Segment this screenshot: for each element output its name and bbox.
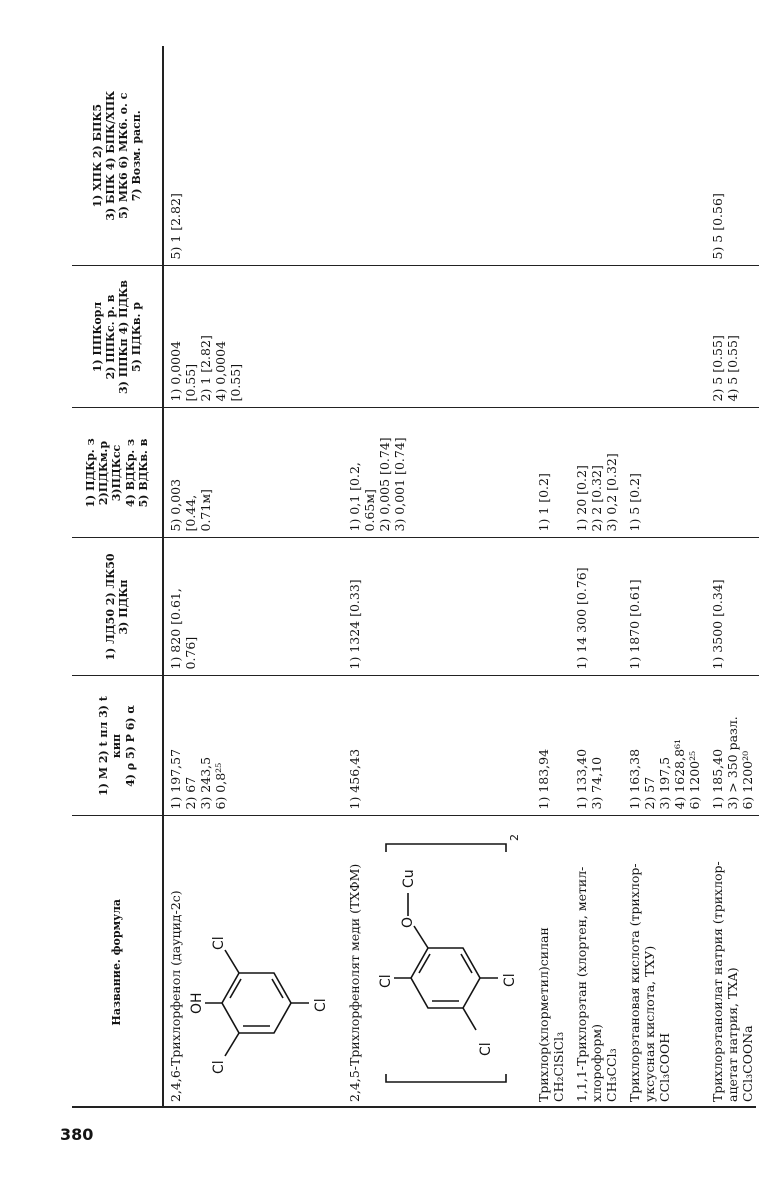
cell-pdk — [343, 408, 532, 538]
cell-line: 1) ЛД50 2) ЛК50 — [103, 553, 117, 661]
cell-name — [706, 816, 759, 1108]
structure-label: Cl — [313, 998, 329, 1012]
header-physical-properties — [72, 676, 163, 816]
cell-physical-properties — [532, 676, 570, 816]
chemical-data-table — [72, 46, 759, 1108]
cell-physical-properties — [163, 676, 343, 816]
cell-pdk — [570, 408, 623, 538]
header-pdk — [72, 408, 163, 538]
cell-line: 5) ВДКв. в — [136, 438, 150, 508]
cell-line: 2) 2 [0.32] — [589, 465, 604, 532]
cell-line: 6) 1200²⁵ — [687, 750, 702, 810]
cell-line: 1) ХПК 2) БПК5 — [90, 103, 104, 208]
cell-line: 6) 1200²⁰ — [740, 750, 755, 810]
cell-line: 4) 1628,8⁶¹ — [672, 738, 687, 810]
cell-line: 0.76] — [183, 636, 198, 670]
cell-line: 1) M 2) t пл 3) t кип — [97, 696, 124, 796]
cell-line: 1) ППКорл — [90, 301, 104, 373]
chemical-formula: CCl₃COOH — [657, 1032, 672, 1102]
cell-line: 5) МК6 6) МК6. о. с — [117, 92, 130, 219]
cell-classification — [570, 46, 623, 266]
cell-name — [570, 816, 623, 1108]
page-number: 380 — [60, 1125, 94, 1144]
structure-label: Cl — [502, 973, 518, 987]
cell-line: 2,4,6-Трихлорфенол (дауцид-2с) — [168, 890, 183, 1102]
cell-ppk — [163, 266, 343, 408]
header-ppk — [72, 266, 163, 408]
cell-line: 0.71м] — [198, 489, 213, 532]
cell-pdk — [623, 408, 706, 538]
cell-toxicity — [532, 538, 570, 676]
table-row — [532, 46, 570, 1108]
structure-label: OH — [189, 992, 205, 1014]
cell-line: 4) ВДКр. з — [123, 438, 137, 508]
cell-line: Трихлорэтаноилат натрия (трихлор- — [710, 861, 725, 1102]
cell-line: Трихлор(хлорметил)силан — [536, 927, 551, 1102]
cell-line: 5) 1 [2.82] — [168, 193, 183, 260]
cell-line: 2) ППКс. р. в — [103, 294, 117, 380]
cell-name — [163, 816, 343, 1108]
cell-ppk — [343, 266, 532, 408]
structure-label: Cl — [378, 974, 394, 988]
structure-label: Cl — [211, 1060, 227, 1074]
cell-ppk — [532, 266, 570, 408]
cell-line: Трихлорэтановая кислота (трихлор- — [627, 863, 642, 1102]
rotated-table-container — [72, 46, 756, 1108]
cell-pdk — [163, 408, 343, 538]
cell-physical-properties — [623, 676, 706, 816]
structure-label: Cu — [401, 869, 417, 888]
cell-line: 1) 0,0004 — [168, 340, 183, 402]
cell-line: уксусная кислота, ТХУ) — [642, 945, 657, 1102]
cell-physical-properties — [343, 676, 532, 816]
cell-line: 2) 1 [2.82] — [198, 335, 213, 402]
cell-classification — [623, 46, 706, 266]
table-row — [163, 46, 343, 1108]
cell-line: 1) 20 [0.2] — [574, 465, 589, 532]
cell-line: 1) 1 [0.2] — [536, 473, 551, 532]
cell-line: 3) 74,10 — [589, 756, 604, 810]
cell-name — [343, 816, 532, 1108]
cell-line: 1) 185,40 — [710, 748, 725, 810]
cell-toxicity — [706, 538, 759, 676]
cell-line: 4) 5 [0.55] — [725, 335, 740, 402]
structure-label: Cl — [478, 1042, 494, 1056]
cell-line: 1) 197,57 — [168, 748, 183, 810]
cell-line: 3) 197,5 — [657, 756, 672, 810]
cell-line: 3) 243,5 — [198, 756, 213, 810]
copper-trichlorophenolate-structure — [366, 828, 526, 1088]
table-row — [343, 46, 532, 1108]
cell-line: 7) Возм. расп. — [130, 110, 144, 202]
chemical-formula: CH₂ClSiCl₃ — [551, 1031, 566, 1102]
cell-line: 1) 3500 [0.34] — [710, 579, 725, 670]
cell-toxicity — [163, 538, 343, 676]
header-classification — [72, 46, 163, 266]
cell-line: [0.44, — [183, 494, 198, 532]
cell-line: 5) ПДКв. р — [130, 302, 144, 372]
header-toxicity — [72, 538, 163, 676]
cell-line: 4) 0,0004 — [213, 340, 228, 402]
cell-line: 1) 14 300 [0.76] — [574, 567, 589, 670]
cell-name — [532, 816, 570, 1108]
structure-label: Cl — [211, 936, 227, 950]
cell-line: 2)ПДКм.р 3)ПДКсс — [97, 440, 124, 506]
cell-toxicity — [623, 538, 706, 676]
cell-ppk — [570, 266, 623, 408]
chemical-formula: CCl₃COONa — [740, 1025, 755, 1102]
table-header-row — [72, 46, 163, 1108]
table-row — [623, 46, 706, 1108]
cell-line: 4) ρ 5) P 6) α — [123, 705, 137, 787]
cell-line: 2) 67 — [183, 776, 198, 810]
cell-line: 1) 5 [0.2] — [627, 473, 642, 532]
cell-physical-properties — [570, 676, 623, 816]
trichlorophenol-structure — [187, 918, 337, 1088]
cell-line: 1) 183,94 — [536, 748, 551, 810]
cell-line: 1) 0,1 [0.2, — [347, 462, 362, 532]
cell-line: 1,1,1-Трихлорэтан (хлортен, метил- — [574, 866, 589, 1102]
cell-ppk — [623, 266, 706, 408]
cell-pdk — [532, 408, 570, 538]
cell-line: 3) 0,2 [0.32] — [604, 453, 619, 532]
table-left-rule — [72, 1106, 756, 1108]
cell-line: 6) 0,8²⁵ — [213, 762, 228, 810]
cell-line: 2) 5 [0.55] — [710, 335, 725, 402]
cell-toxicity — [570, 538, 623, 676]
cell-line: 5) 5 [0.56] — [710, 193, 725, 260]
structure-diagram — [366, 823, 526, 1089]
cell-line: Название. формула — [110, 898, 124, 1026]
cell-line: 1) ПДКр. з — [84, 438, 98, 508]
cell-line: 3) 0,001 [0.74] — [392, 437, 407, 532]
cell-classification — [163, 46, 343, 266]
cell-line: 3) ПДКп — [117, 579, 130, 635]
cell-classification — [532, 46, 570, 266]
cell-line: 1) 820 [0.61, — [168, 588, 183, 670]
cell-toxicity — [343, 538, 532, 676]
cell-pdk — [706, 408, 759, 538]
cell-line: [0.55] — [228, 363, 243, 402]
cell-line: ацетат натрия, ТХА) — [725, 967, 740, 1102]
cell-line: 3) ППКп 4) ПДКв — [117, 280, 130, 394]
cell-line: 3) > 350 разл. — [725, 716, 740, 810]
cell-line: 1) 133,40 — [574, 748, 589, 810]
cell-ppk — [706, 266, 759, 408]
structure-label: O — [400, 916, 416, 928]
table-row — [570, 46, 623, 1108]
cell-line: 2,4,5-Трихлорфенолят меди (ТХФМ) — [347, 863, 362, 1102]
cell-line: 2) 0,005 [0.74] — [377, 437, 392, 532]
table-row — [706, 46, 759, 1108]
cell-line: 5) 0,003 — [168, 478, 183, 532]
cell-classification — [706, 46, 759, 266]
cell-line: 0.65м] — [362, 489, 377, 532]
cell-line: 3) БПК 4) БПК/ХПК — [103, 90, 117, 221]
cell-physical-properties — [706, 676, 759, 816]
structure-diagram — [187, 823, 337, 1089]
structure-label: 2 — [508, 834, 521, 841]
chemical-formula: CH₃CCl₃ — [604, 1048, 619, 1102]
cell-line: 1) 456,43 — [347, 748, 362, 810]
cell-line: [0.55] — [183, 363, 198, 402]
cell-line: 1) 1870 [0.61] — [627, 579, 642, 670]
cell-line: 1) 163,38 — [627, 748, 642, 810]
cell-classification — [343, 46, 532, 266]
header-name — [72, 816, 163, 1108]
cell-line: 1) 1324 [0.33] — [347, 579, 362, 670]
cell-line: 2) 57 — [642, 776, 657, 810]
cell-line: хлороформ) — [589, 1024, 604, 1102]
cell-name — [623, 816, 706, 1108]
